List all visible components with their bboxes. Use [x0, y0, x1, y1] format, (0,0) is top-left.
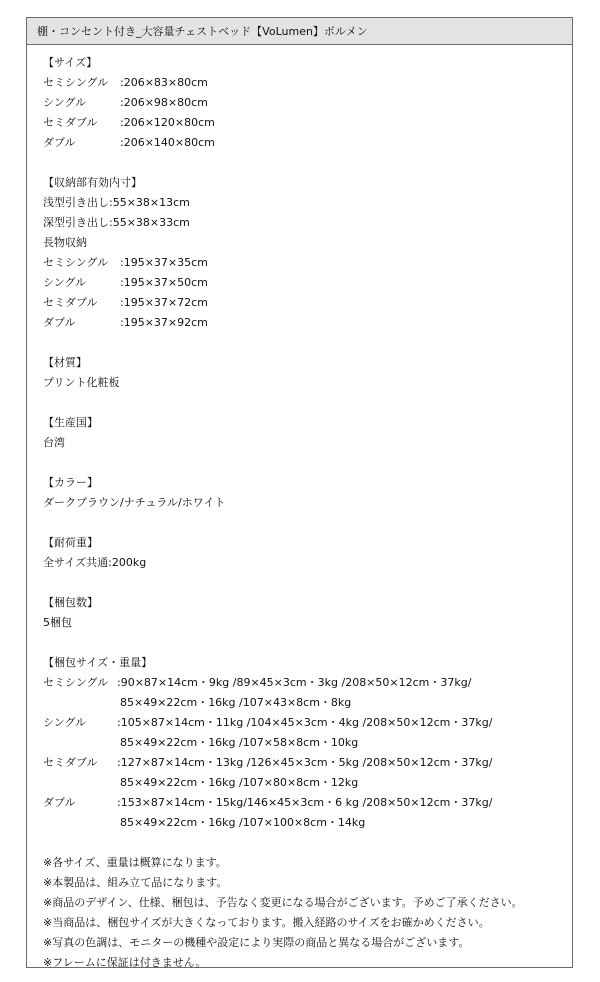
- size-value: :206×83×80cm: [120, 76, 208, 89]
- storage-row: [43, 253, 572, 273]
- storage-row: [43, 293, 572, 313]
- size-row: [43, 93, 572, 113]
- size-label: ダブル: [43, 136, 76, 149]
- package-line-cont: 85×49×22cm・16kg /107×58×8cm・10kg: [120, 736, 359, 749]
- load-value: 全サイズ共通:200kg: [43, 556, 147, 569]
- storage-label: セミダブル: [43, 296, 98, 309]
- size-label: セミシングル: [43, 76, 109, 89]
- storage-row: [43, 313, 572, 333]
- color-heading: 【カラー】: [43, 476, 98, 489]
- size-value: :206×140×80cm: [120, 136, 215, 149]
- package-row: [43, 673, 572, 693]
- package-size-heading: 【梱包サイズ・重量】: [43, 656, 153, 669]
- note: ※写真の色調は、モニターの機種や設定により実際の商品と異なる場合がございます。: [43, 936, 470, 949]
- size-row: [43, 73, 572, 93]
- package-label: セミシングル: [43, 676, 109, 689]
- package-line-cont: 85×49×22cm・16kg /107×100×8cm・14kg: [120, 816, 366, 829]
- storage-label: セミシングル: [43, 256, 109, 269]
- package-row: [43, 713, 572, 733]
- note: ※商品のデザイン、仕様、梱包は、予告なく変更になる場合がございます。予めご了承ください。: [43, 896, 523, 909]
- product-title: 棚・コンセント付き_大容量チェストベッド【VoLumen】ボルメン: [37, 25, 368, 38]
- spec-table: [26, 17, 573, 968]
- size-label: シングル: [43, 96, 87, 109]
- note: ※当商品は、梱包サイズが大きくなっております。搬入経路のサイズをお確かめください。: [43, 916, 490, 929]
- storage-label: シングル: [43, 276, 87, 289]
- color-value: ダークブラウン/ナチュラル/ホワイト: [43, 496, 226, 509]
- storage-value: :195×37×72cm: [120, 296, 208, 309]
- note: ※本製品は、組み立て品になります。: [43, 876, 228, 889]
- package-label: セミダブル: [43, 756, 98, 769]
- packages-value: 5梱包: [43, 616, 72, 629]
- size-row: [43, 133, 572, 153]
- package-label: ダブル: [43, 796, 76, 809]
- note: ※フレームに保証は付きません。: [43, 956, 207, 969]
- origin-heading: 【生産国】: [43, 416, 98, 429]
- storage-value: :195×37×92cm: [120, 316, 208, 329]
- size-heading: 【サイズ】: [43, 56, 98, 69]
- size-value: :206×98×80cm: [120, 96, 208, 109]
- package-row: [43, 793, 572, 813]
- load-heading: 【耐荷重】: [43, 536, 98, 549]
- package-line: :90×87×14cm・9kg /89×45×3cm・3kg /208×50×12cm・37kg/: [117, 676, 472, 689]
- note: ※各サイズ、重量は概算になります。: [43, 856, 227, 869]
- packages-heading: 【梱包数】: [43, 596, 98, 609]
- package-line: :153×87×14cm・15kg/146×45×3cm・6 kg /208×50×12cm・37kg/: [117, 796, 493, 809]
- size-label: セミダブル: [43, 116, 98, 129]
- material-value: プリント化粧板: [43, 376, 120, 389]
- size-row: [43, 113, 572, 133]
- storage-shallow: 浅型引き出し:55×38×13cm: [43, 196, 190, 209]
- storage-long-label: 長物収納: [43, 236, 87, 249]
- package-line-cont: 85×49×22cm・16kg /107×43×8cm・8kg: [120, 696, 352, 709]
- material-heading: 【材質】: [43, 356, 87, 369]
- package-label: シングル: [43, 716, 87, 729]
- package-line: :105×87×14cm・11kg /104×45×3cm・4kg /208×50×12cm・37kg/: [117, 716, 493, 729]
- storage-row: [43, 273, 572, 293]
- package-line-cont: 85×49×22cm・16kg /107×80×8cm・12kg: [120, 776, 359, 789]
- storage-value: :195×37×35cm: [120, 256, 208, 269]
- storage-label: ダブル: [43, 316, 76, 329]
- spec-content: [27, 45, 572, 973]
- package-line: :127×87×14cm・13kg /126×45×3cm・5kg /208×50×12cm・37kg/: [117, 756, 493, 769]
- origin-value: 台湾: [43, 436, 65, 449]
- storage-heading: 【収納部有効内寸】: [43, 176, 142, 189]
- size-value: :206×120×80cm: [120, 116, 215, 129]
- spec-header: [27, 18, 572, 45]
- package-row: [43, 753, 572, 773]
- storage-value: :195×37×50cm: [120, 276, 208, 289]
- storage-deep: 深型引き出し:55×38×33cm: [43, 216, 190, 229]
